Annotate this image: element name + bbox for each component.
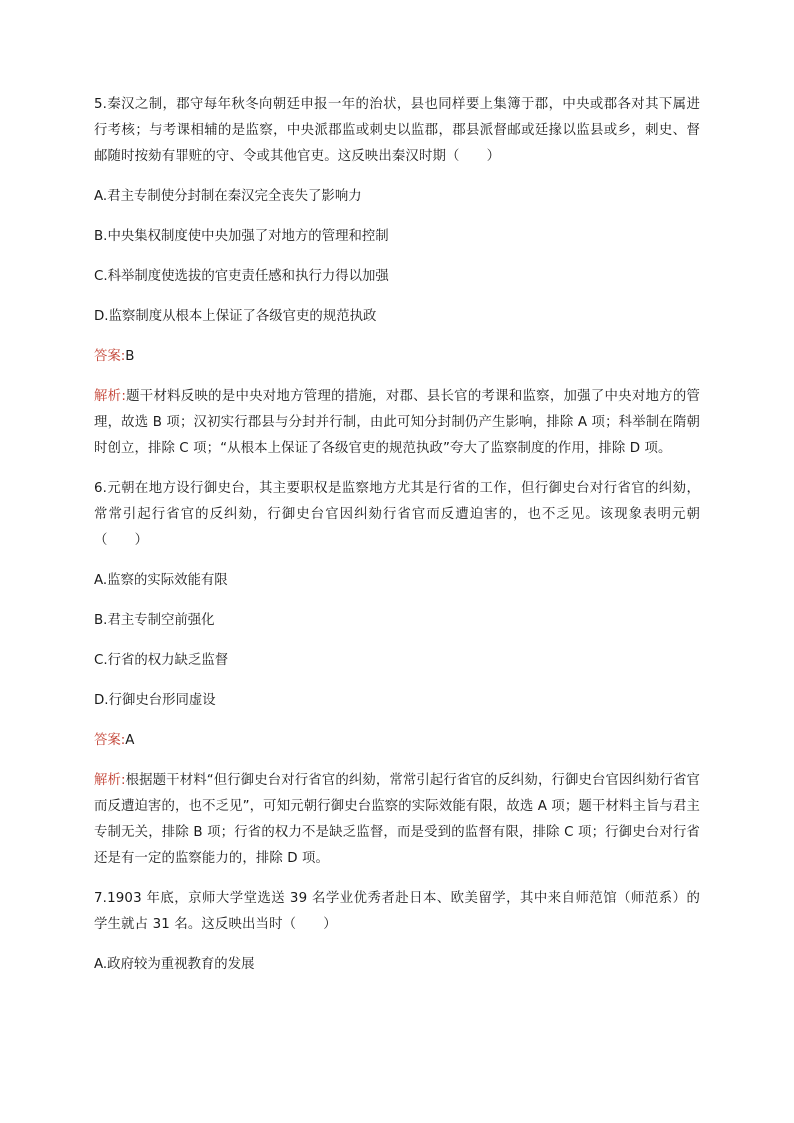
question-stem: 7.1903 年底，京师大学堂选送 39 名学业优秀者赴日本、欧美留学，其中来自师范馆（师范系）的学生就占 31 名。这反映出当时（ ） xyxy=(94,891,700,932)
question-stem: 6.元朝在地方设行御史台，其主要职权是监察地方尤其是行省的工作，但行御史台对行省官的纠劾，常常引起行省官的反纠劾，行御史台官因纠劾行省官而反遭迫害的，也不乏见。该现象表明元朝（ ） xyxy=(94,481,700,548)
question-stem: 5.秦汉之制，郡守每年秋冬向朝廷申报一年的治状，县也同样要上集簿于郡，中央或郡各对其下属进行考核；与考课相辅的是监察，中央派郡监或刺史以监郡，郡县派督邮或廷掾以监县或乡，刺史、督邮随时按劾有罪赃的守、令或其他官吏。这反映出秦汉时期（ ） xyxy=(94,97,700,164)
option-b: B.中央集权制度使中央加强了对地方的管理和控制 xyxy=(94,229,389,244)
answer-label: 答案: xyxy=(94,733,126,748)
explanation xyxy=(94,370,700,462)
option-a: A.监察的实际效能有限 xyxy=(94,573,228,588)
answer-value: A xyxy=(125,733,135,748)
question-6 xyxy=(94,476,700,872)
explanation-label: 解析: xyxy=(94,773,126,788)
option-c: C.科举制度使选拔的官吏责任感和执行力得以加强 xyxy=(94,269,389,284)
explanation-text: 题干材料反映的是中央对地方管理的措施，对郡、县长官的考课和监察，加强了中央对地方的管理，故选 B 项；汉初实行郡县与分封并行制，由此可知分封制仍产生影响，排除 A 项；科举制在隋朝时创立，排除 C 项；“从根本上保证了各级官吏的规范执政”夸大了监察制度的作用，排除 D 项。 xyxy=(94,389,700,456)
option-d: D.监察制度从根本上保证了各级官吏的规范执政 xyxy=(94,309,377,324)
answer-label: 答案: xyxy=(94,349,126,364)
answer-line xyxy=(94,330,700,370)
option-a: A.政府较为重视教育的发展 xyxy=(94,957,255,972)
question-5 xyxy=(94,92,700,462)
answer-value: B xyxy=(125,349,135,364)
option-b: B.君主专制空前强化 xyxy=(94,613,215,628)
option-c: C.行省的权力缺乏监督 xyxy=(94,653,229,668)
question-content xyxy=(94,92,700,992)
explanation xyxy=(94,754,700,872)
explanation-label: 解析: xyxy=(94,389,126,404)
answer-line xyxy=(94,714,700,754)
explanation-text: 根据题干材料“但行御史台对行省官的纠劾，常常引起行省官的反纠劾，行御史台官因纠劾行省官而反遭迫害的，也不乏见”，可知元朝行御史台监察的实际效能有限，故选 A 项；题干材料主旨与君主专制无关，排除 B 项；行省的权力不是缺乏监督，而是受到的监督有限，排除 C 项；行御史台对行省还是有一定的监察能力的，排除 D 项。 xyxy=(94,773,701,866)
option-d: D.行御史台形同虚设 xyxy=(94,693,216,708)
question-7 xyxy=(94,886,700,978)
option-a: A.君主专制使分封制在秦汉完全丧失了影响力 xyxy=(94,189,362,204)
